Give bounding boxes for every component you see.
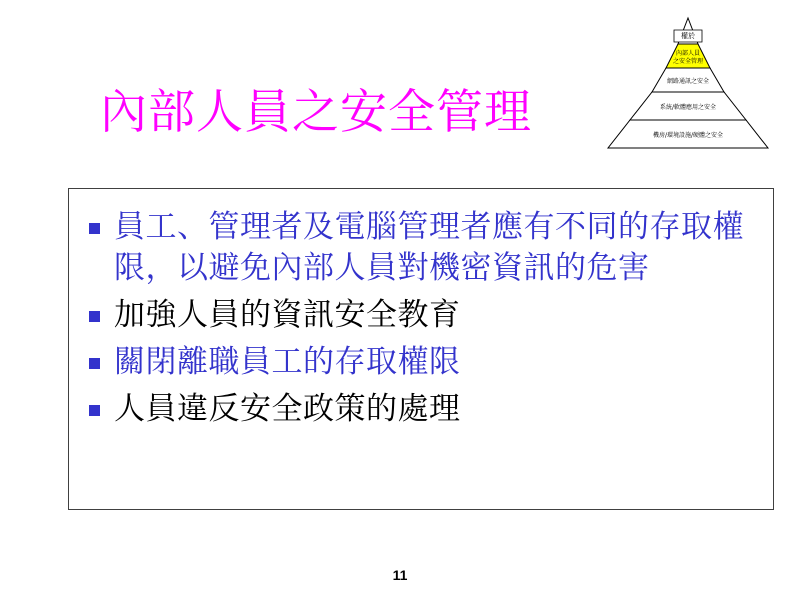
page-number: 11: [392, 567, 408, 583]
bullet-text: 員工、管理者及電腦管理者應有不同的存取權限，以避免內部人員對機密資訊的危害: [114, 209, 744, 286]
pyramid-level-1-label: 權於: [681, 32, 695, 40]
slide-title: 內部人員之安全管理: [100, 85, 532, 140]
list-item: [89, 295, 757, 336]
pyramid-level-4-label: 系統/軟體應用之安全: [659, 104, 717, 111]
bullet-square-icon: [89, 405, 100, 416]
bullet-text: 關閉離職員工的存取權限: [114, 343, 461, 380]
bullet-text: 加強人員的資訊安全教育: [114, 296, 461, 333]
pyramid-level-2-label-line1: 內部人員: [675, 50, 701, 57]
bullet-square-icon: [89, 358, 100, 369]
bullet-text: 人員違反安全政策的處理: [114, 390, 461, 427]
pyramid-level-2-label-line2: 之安全管理: [672, 58, 704, 65]
pyramid-level-3-label: 網路通訊之安全: [666, 78, 710, 85]
pyramid-level-5-label: 機房/環境設施/硬體之安全: [652, 132, 724, 139]
bullet-list: [69, 189, 773, 430]
bullet-square-icon: [89, 223, 100, 234]
content-box: [68, 188, 774, 510]
bullet-square-icon: [89, 311, 100, 322]
list-item: [89, 342, 757, 383]
list-item: [89, 389, 757, 430]
list-item: [89, 207, 757, 289]
